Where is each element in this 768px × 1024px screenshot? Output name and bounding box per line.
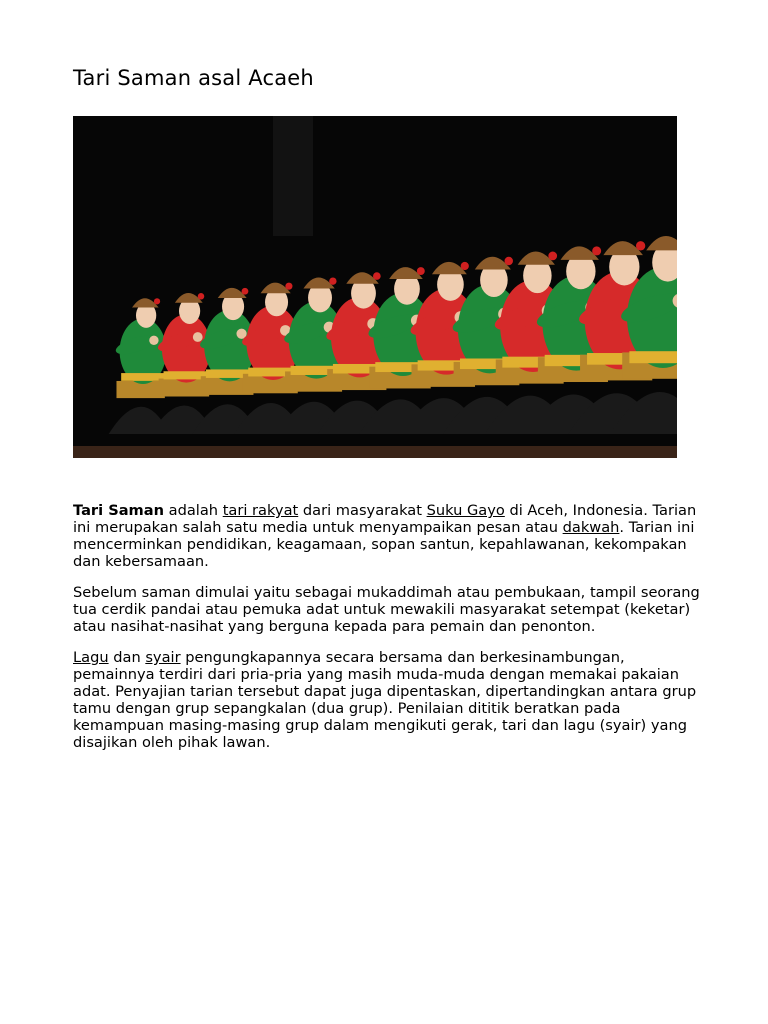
saman-dancers-photo [73, 116, 677, 458]
text: pengungkapannya secara bersama dan berkesinambungan, pemainnya terdiri dari pria-pria yang masih muda-muda dengan memakai pakaian adat. Penyajian tarian tersebut dapat juga dipentaskan, dipertandingkan antara grup tamu dengan grup sepangkalan (dua grup). Penilaian dititik beratkan pada kemampuan masing-masing grup dalam mengikuti gerak, tari dan lagu (syair) yang disajikan oleh pihak lawan. [73, 649, 697, 751]
text: adalah [164, 502, 223, 519]
link-syair[interactable]: syair [145, 649, 181, 666]
text: dari masyarakat [298, 502, 427, 519]
text: . Tarian ini mencerminkan pendidikan, keagamaan, sopan santun, kepahlawanan, kekompakan dan kebersamaan. [73, 519, 695, 570]
dancers-illustration [73, 116, 677, 458]
paragraph-3 [73, 649, 703, 751]
text: dan [108, 649, 146, 666]
link-tari-rakyat[interactable]: tari rakyat [222, 502, 299, 519]
page-title: Tari Saman asal Acaeh [73, 66, 314, 90]
link-dakwah[interactable]: dakwah [562, 519, 620, 536]
paragraph-1 [73, 502, 703, 570]
paragraph-2: Sebelum saman dimulai yaitu sebagai mukaddimah atau pembukaan, tampil seorang tua cerdik pandai atau pemuka adat untuk mewakili masyarakat setempat (keketar) atau nasihat-nasihat yang berguna kepada para pemain dan penonton. [73, 584, 700, 635]
article-body [73, 502, 703, 765]
link-lagu[interactable]: Lagu [73, 649, 109, 666]
link-suku-gayo[interactable]: Suku Gayo [426, 502, 505, 519]
text: di Aceh, Indonesia. Tarian ini merupakan salah satu media untuk menyampaikan pesan atau [73, 502, 697, 536]
term-bold: Tari Saman [73, 502, 165, 519]
